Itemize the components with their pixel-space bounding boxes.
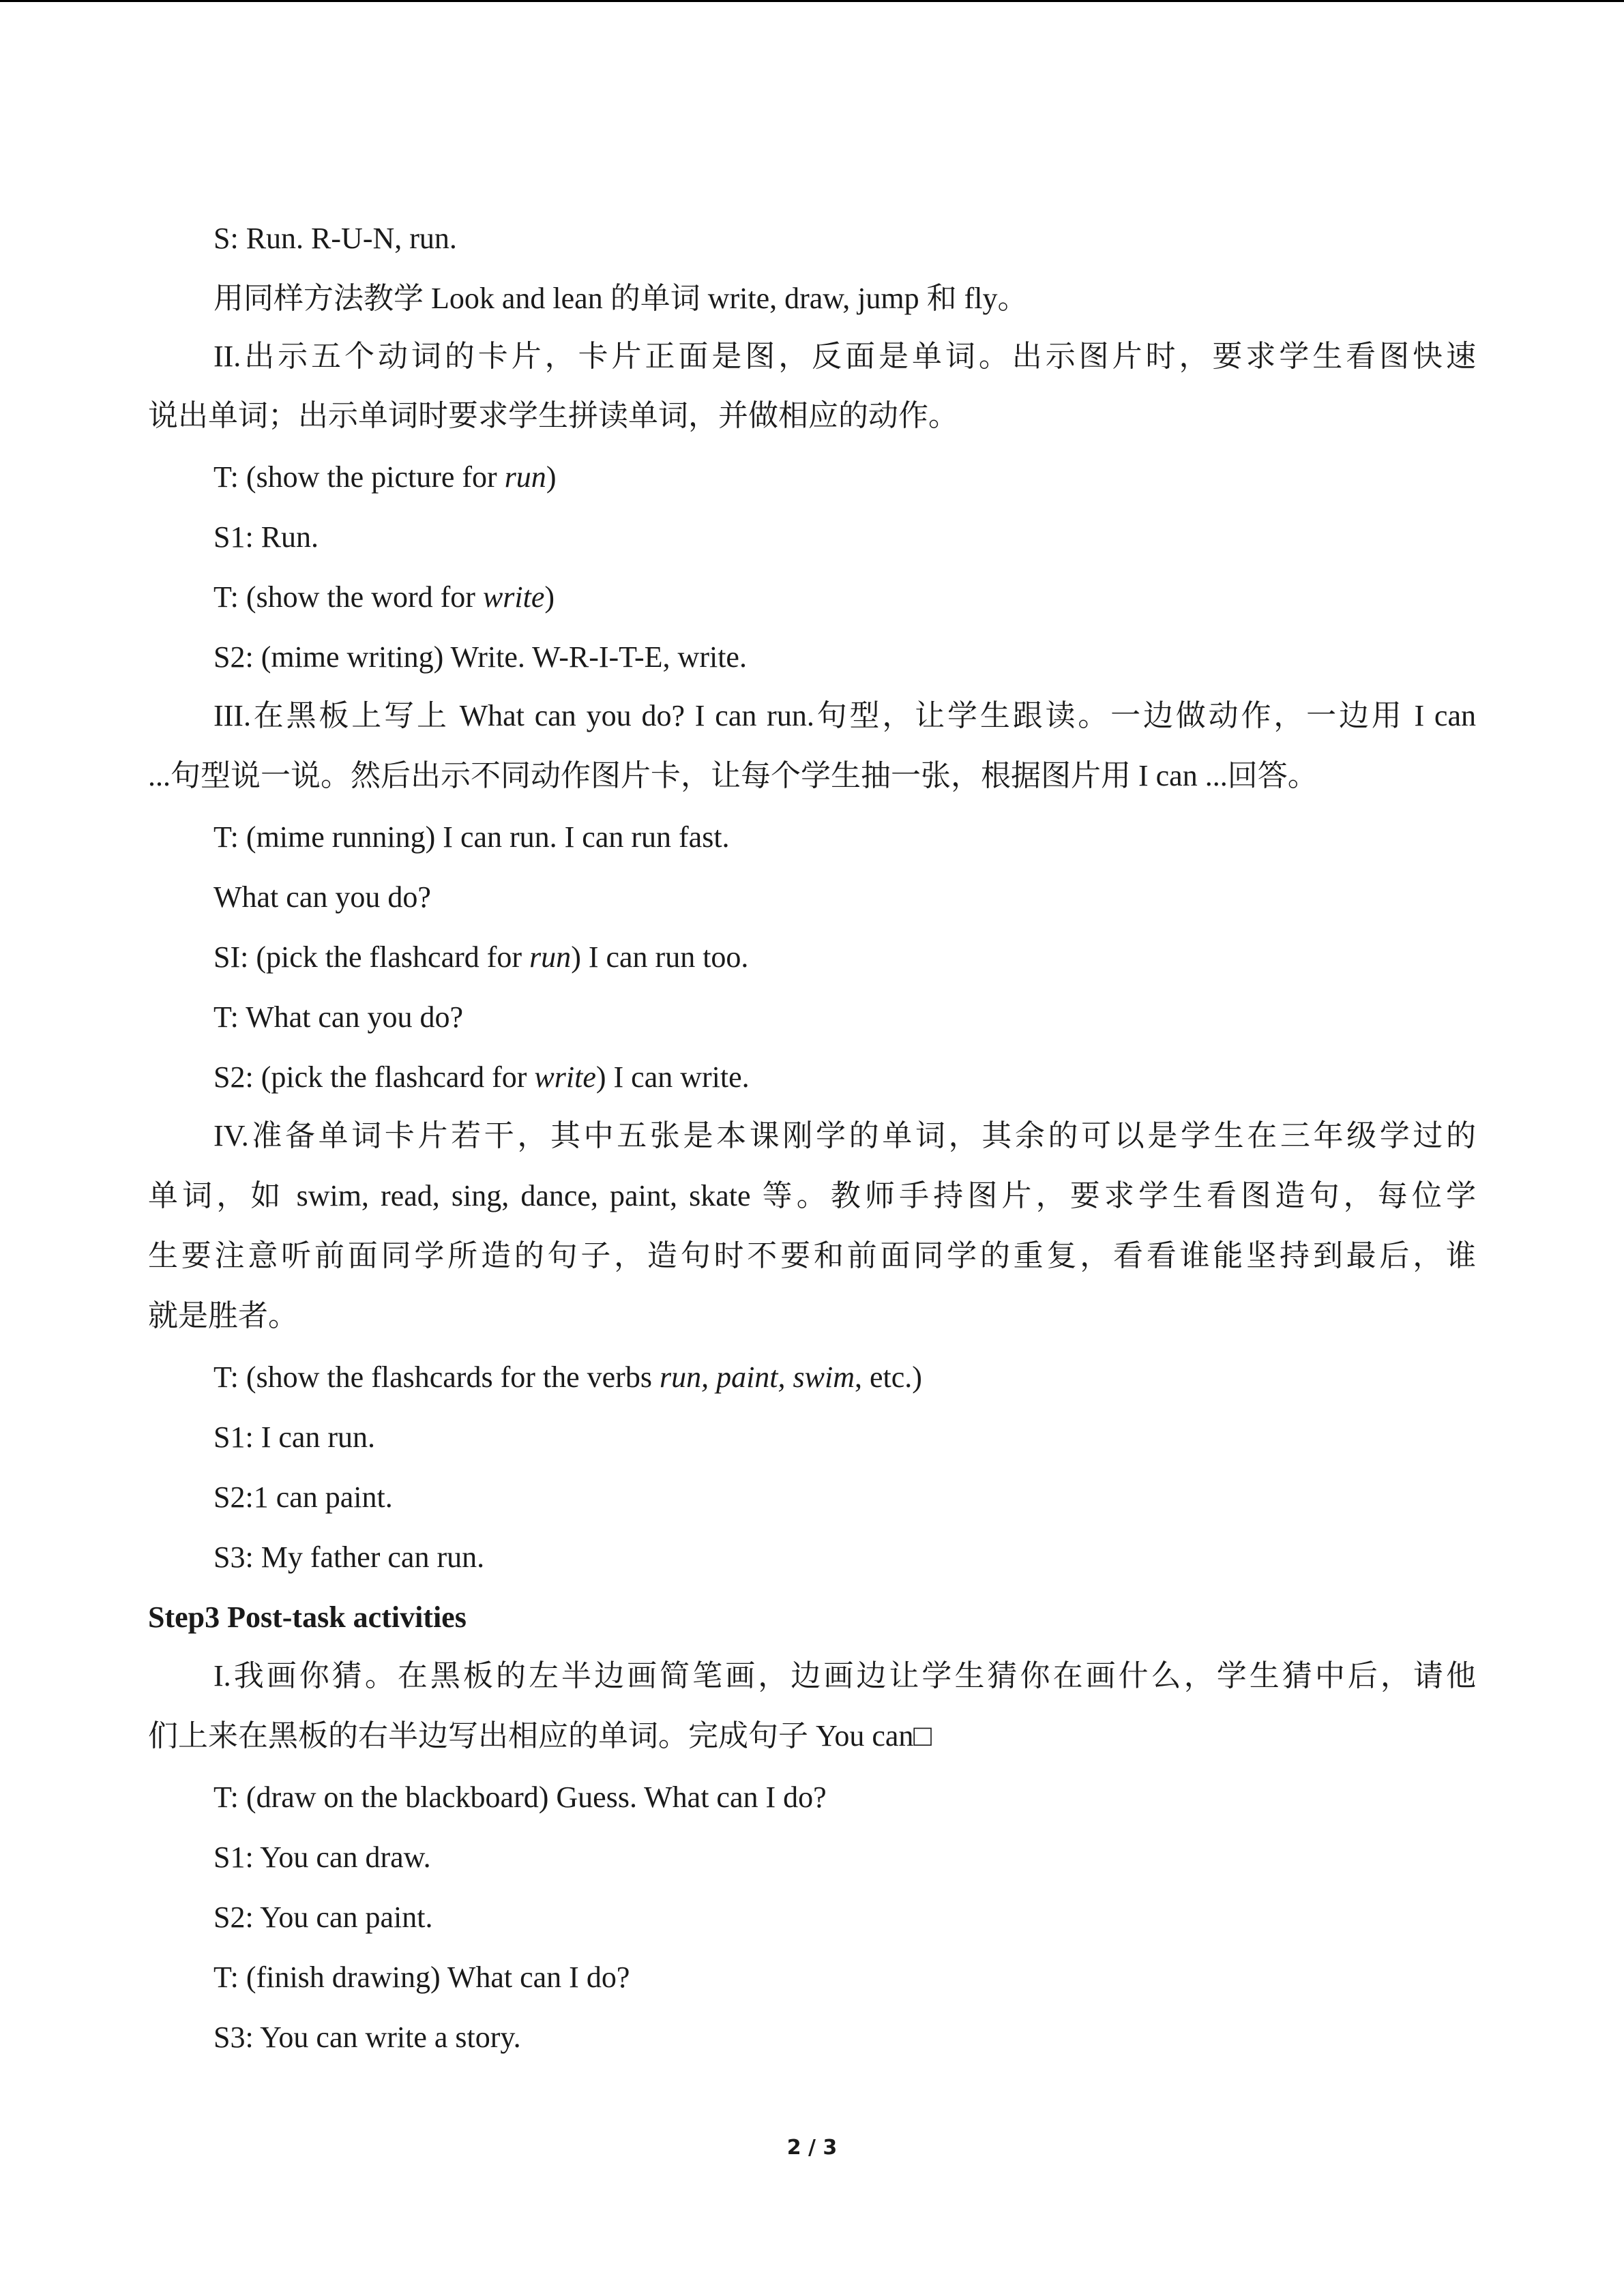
italic-word: run [504, 460, 546, 494]
italic-word: write [534, 1060, 596, 1094]
paragraph-line: 们上来在黑板的右半边写出相应的单词。完成句子 You can□ [148, 1719, 932, 1753]
line-text: ) I can run too. [571, 940, 749, 974]
dialogue-line [213, 578, 555, 616]
paragraph-line: II.出示五个动词的卡片，卡片正面是图，反面是单词。出示图片时，要求学生看图快速 [213, 340, 1476, 373]
paragraph-line: ...句型说一说。然后出示不同动作图片卡，让每个学生抽一张，根据图片用 I can ...回答。 [148, 759, 1318, 792]
paragraph-line: I.我画你猜。在黑板的左半边画简笔画，边画边让学生猜你在画什么，学生猜中后，请他 [213, 1659, 1476, 1693]
dialogue-line: S3: My father can run. [213, 1540, 485, 1574]
paragraph-line: 生要注意听前面同学所造的句子，造句时不要和前面同学的重复，看看谁能坚持到最后，谁 [148, 1239, 1476, 1272]
dialogue-line: S2: (mime writing) Write. W-R-I-T-E, write. [213, 640, 747, 674]
dialogue-line [213, 938, 748, 976]
dialogue-line: What can you do? [213, 880, 431, 914]
dialogue-line: T: What can you do? [213, 1000, 463, 1034]
dialogue-line [213, 1058, 750, 1097]
italic-word: write [482, 580, 545, 614]
line-text: T: (show the word for [213, 580, 483, 614]
paragraph-line: 说出单词；出示单词时要求学生拼读单词，并做相应的动作。 [148, 399, 958, 432]
dialogue-line: S3: You can write a story. [213, 2021, 521, 2054]
dialogue-line: S: Run. R-U-N, run. [213, 222, 457, 255]
dialogue-line: T: (mime running) I can run. I can run fast. [213, 820, 730, 854]
dialogue-line: S1: You can draw. [213, 1840, 431, 1874]
dialogue-line: S1: Run. [213, 520, 319, 554]
paragraph-line: IV.准备单词卡片若干，其中五张是本课刚学的单词，其余的可以是学生在三年级学过的 [213, 1119, 1476, 1152]
italic-word: run [529, 940, 572, 974]
dialogue-line: T: (finish drawing) What can I do? [213, 1960, 630, 1994]
page-number: 2 / 3 [786, 2136, 838, 2160]
paragraph-line: 单词，如 swim, read, sing, dance, paint, skate 等。教师手持图片，要求学生看图造句，每位学 [148, 1179, 1476, 1212]
paragraph-line: 用同样方法教学 Look and lean 的单词 write, draw, jump 和 fly。 [213, 282, 1028, 315]
paragraph-line: 就是胜者。 [148, 1299, 298, 1332]
italic-word: run, paint, swim [659, 1360, 855, 1394]
dialogue-line [213, 1358, 922, 1397]
line-text: SI: (pick the flashcard for [213, 940, 530, 974]
dialogue-line: S1: I can run. [213, 1420, 376, 1454]
line-text: T: (show the picture for [213, 460, 505, 494]
dialogue-line: S2: You can paint. [213, 1900, 433, 1934]
line-text: ) I can write. [595, 1060, 750, 1094]
paragraph-line: III.在黑板上写上 What can you do? I can run.句型，让学生跟读。一边做动作，一边用 I can [213, 699, 1476, 732]
dialogue-line: S2:1 can paint. [213, 1480, 393, 1514]
line-text: , etc.) [855, 1360, 922, 1394]
dialogue-line [213, 458, 556, 496]
line-text: ) [544, 580, 555, 614]
line-text: T: (show the flashcards for the verbs [213, 1360, 660, 1394]
dialogue-line: T: (draw on the blackboard) Guess. What can I do? [213, 1780, 827, 1814]
section-heading: Step3 Post-task activities [148, 1600, 467, 1634]
line-text: ) [546, 460, 557, 494]
line-text: S2: (pick the flashcard for [213, 1060, 535, 1094]
